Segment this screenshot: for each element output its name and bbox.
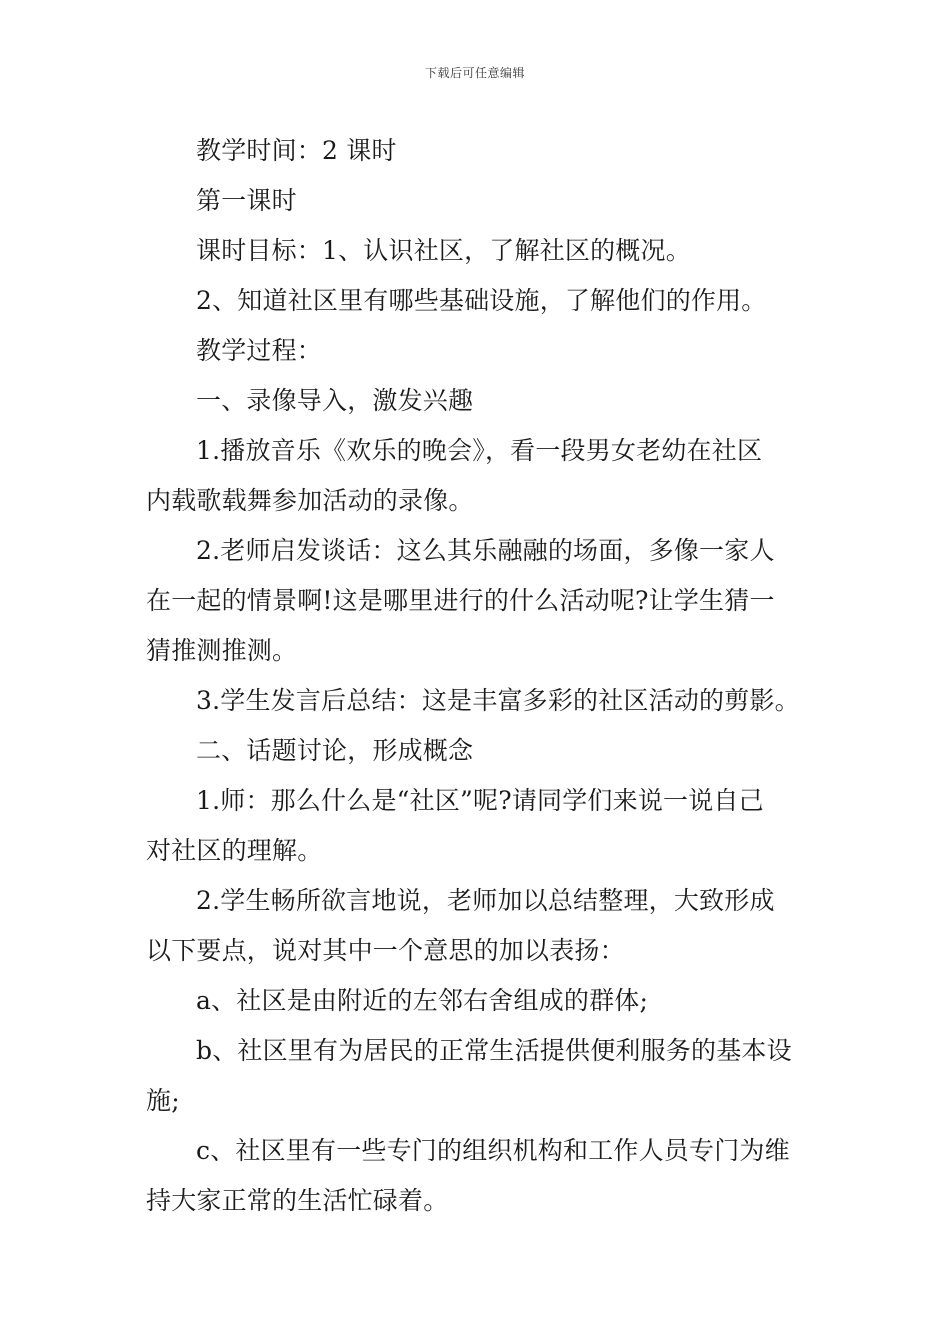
text-line: 1.播放音乐《欢乐的晚会》，看一段男女老幼在社区 [196, 436, 763, 465]
text-line: 施; [146, 1086, 180, 1115]
text-line: 教学时间：2 课时 [196, 136, 397, 165]
text-line: 持大家正常的生活忙碌着。 [146, 1186, 449, 1215]
text-line: 猜推测推测。 [146, 636, 298, 665]
text-line: 3.学生发言后总结：这是丰富多彩的社区活动的剪影。 [196, 686, 800, 715]
text-line: 在一起的情景啊!这是哪里进行的什么活动呢?让学生猜一 [146, 586, 775, 615]
text-line: 2、知道社区里有哪些基础设施，了解他们的作用。 [196, 286, 767, 315]
text-line: 课时目标：1、认识社区，了解社区的概况。 [196, 236, 691, 265]
text-line: 一、录像导入，激发兴趣 [196, 386, 474, 415]
text-line: 教学过程： [196, 336, 323, 365]
text-line: 内载歌载舞参加活动的录像。 [146, 486, 474, 515]
body-text [146, 126, 810, 1226]
text-line: 对社区的理解。 [146, 836, 323, 865]
text-line: 2.老师启发谈话：这么其乐融融的场面，多像一家人 [196, 536, 775, 565]
text-line: 2.学生畅所欲言地说，老师加以总结整理，大致形成 [196, 886, 775, 915]
page-header: 下载后可任意编辑 [424, 66, 525, 80]
text-line: 第一课时 [196, 186, 297, 215]
text-line: c、社区里有一些专门的组织机构和工作人员专门为维 [196, 1136, 790, 1165]
text-line: 二、话题讨论，形成概念 [196, 736, 474, 765]
text-line: 以下要点，说对其中一个意思的加以表扬： [146, 936, 625, 965]
text-line: b、社区里有为居民的正常生活提供便利服务的基本设 [196, 1036, 792, 1065]
text-line: 1.师：那么什么是“社区”呢?请同学们来说一说自己 [196, 786, 764, 815]
text-line: a、社区是由附近的左邻右舍组成的群体; [196, 986, 649, 1015]
